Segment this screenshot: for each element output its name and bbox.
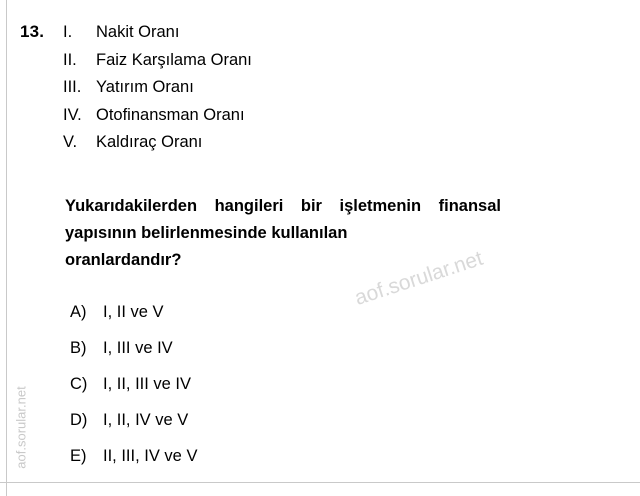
option-c[interactable] (70, 374, 490, 394)
list-item-text: Nakit Oranı (96, 23, 180, 41)
prompt-line-3: oranlardandır? (65, 251, 182, 269)
option-text: I, II ve V (103, 303, 164, 321)
list-item (63, 104, 483, 126)
option-letter: B) (70, 339, 87, 357)
option-letter: D) (70, 411, 88, 429)
prompt-line-2: finansal yapısının belirlenmesinde kullanılan (65, 197, 501, 242)
option-text: II, III, IV ve V (103, 447, 198, 465)
option-d[interactable] (70, 410, 490, 430)
option-letter: A) (70, 303, 87, 321)
option-text: I, II, IV ve V (103, 411, 189, 429)
answer-options (70, 302, 490, 482)
list-item (63, 49, 483, 71)
list-item (63, 21, 483, 43)
option-text: I, II, III ve IV (103, 375, 192, 393)
list-item-label: IV. (63, 105, 82, 124)
list-item-text: Faiz Karşılama Oranı (96, 50, 252, 69)
prompt-line-1: Yukarıdakilerden hangileri bir işletmenin (65, 197, 422, 215)
question-prompt (65, 193, 501, 274)
list-item (63, 76, 483, 98)
option-letter: E) (70, 447, 87, 465)
list-item-text: Kaldıraç Oranı (96, 133, 203, 151)
page-left-border (6, 0, 7, 496)
list-item (63, 131, 483, 153)
list-item-label: V. (63, 133, 78, 151)
option-a[interactable] (70, 302, 490, 322)
watermark-main: aof.sorular.net (352, 246, 486, 310)
roman-numeral-list (63, 21, 483, 159)
option-letter: C) (70, 375, 88, 393)
question-number: 13. (20, 22, 45, 41)
option-e[interactable] (70, 446, 490, 466)
list-item-text: Otofinansman Oranı (96, 105, 245, 124)
page-bottom-border (0, 482, 640, 483)
list-item-text: Yatırım Oranı (96, 78, 194, 96)
list-item-label: II. (63, 50, 77, 69)
option-text: I, III ve IV (103, 339, 173, 357)
list-item-label: III. (63, 78, 82, 96)
watermark-side: aof.sorular.net (13, 386, 29, 469)
option-b[interactable] (70, 338, 490, 358)
list-item-label: I. (63, 23, 73, 41)
